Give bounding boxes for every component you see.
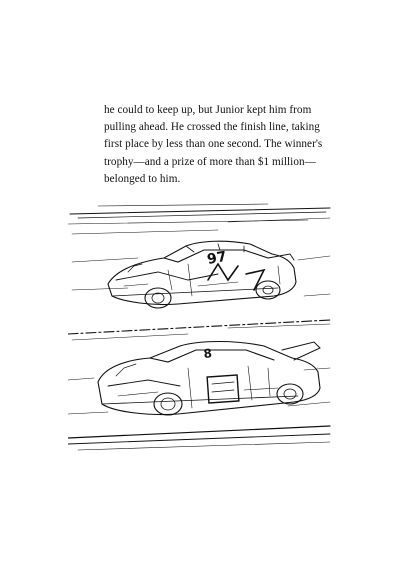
car-number-bottom: 8: [202, 346, 213, 361]
paragraph-line: first place by less than one second. The winner's: [104, 138, 323, 151]
paragraph-line: trophy—and a prize of more than $1 million—: [104, 155, 316, 168]
paragraph-line: pulling ahead. He crossed the finish line, taking: [104, 121, 320, 134]
paragraph-line: belonged to him.: [104, 172, 181, 185]
car-number-top: 97: [205, 248, 228, 268]
race-cars-illustration: [68, 200, 334, 460]
track-speed-lines: [68, 204, 330, 450]
body-paragraph: [104, 102, 336, 188]
race-car-top: [108, 241, 296, 308]
race-cars-drawing: [68, 200, 334, 460]
paragraph-line: he could to keep up, but Junior kept him from: [104, 104, 312, 116]
